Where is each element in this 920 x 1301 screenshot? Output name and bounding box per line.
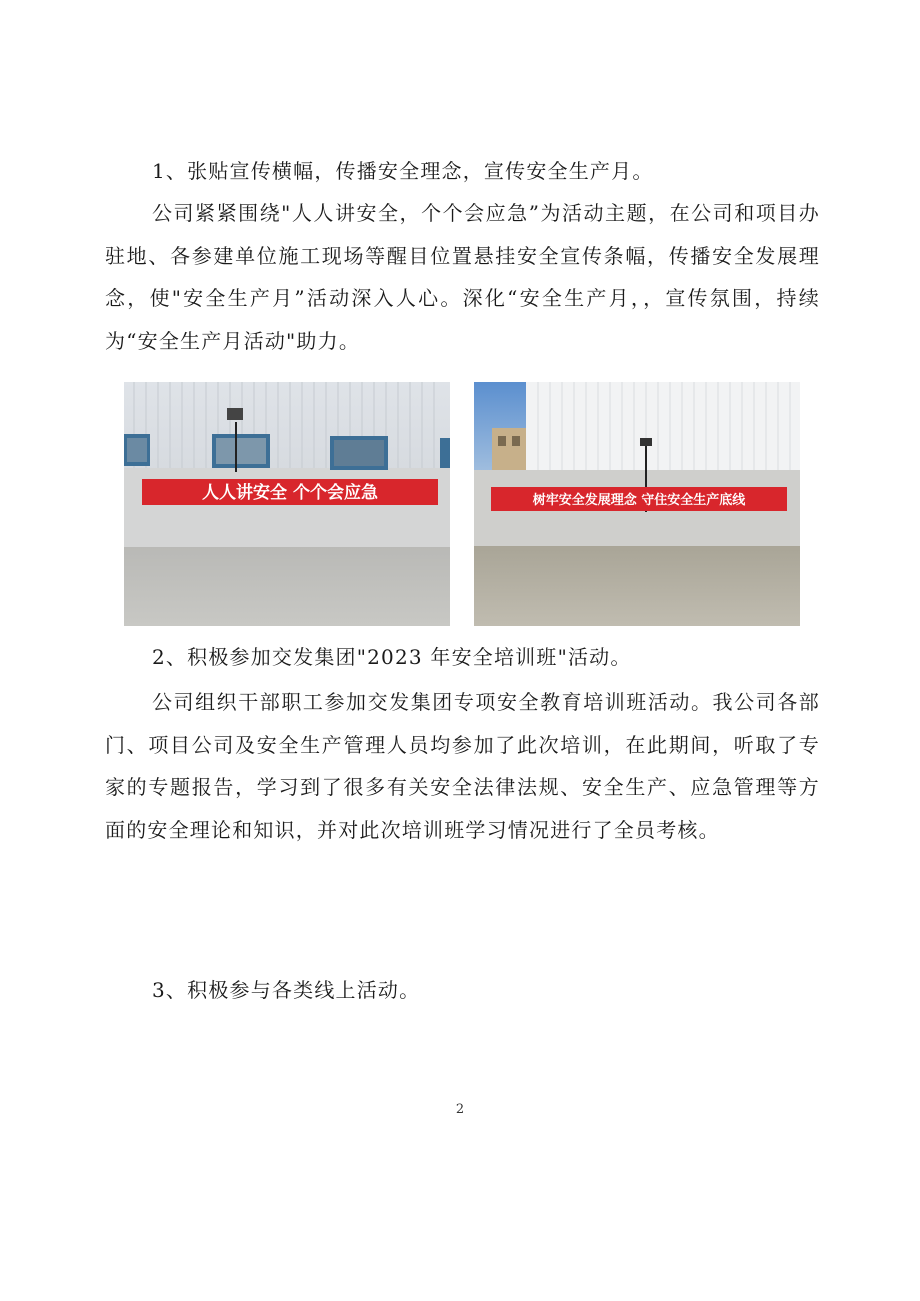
banner-photo-2 [474, 382, 800, 626]
banner-photo-1 [124, 382, 450, 626]
section1-heading: 1、张贴宣传横幅，传播安全理念，宣传安全生产月。 [152, 159, 654, 183]
section2-heading: 2、积极参加交发集团"2023 年安全培训班"活动。 [152, 645, 632, 669]
banner-1-text: 人人讲安全 个个会应急 [202, 483, 378, 503]
page-number: 2 [455, 1102, 465, 1117]
section3-heading: 3、积极参与各类线上活动。 [152, 978, 421, 1002]
section1-body: 公司紧紧围绕"人人讲安全，个个会应急”为活动主题，在公司和项目办驻地、各参建单位施工现场等醒目位置悬挂安全宣传条幅，传播安全发展理念，使"安全生产月”活动深入人心。深化“安全生产月，，宣传氛围，持续为“安全生产月活动"助力。 [105, 201, 820, 353]
banner-2-text: 树牢安全发展理念 守住安全生产底线 [532, 493, 746, 508]
section2-body: 公司组织干部职工参加交发集团专项安全教育培训班活动。我公司各部门、项目公司及安全生产管理人员均参加了此次培训，在此期间，听取了专家的专题报告，学习到了很多有关安全法律法规、安全生产、应急管理等方面的安全理论和知识，并对此次培训班学习情况进行了全员考核。 [105, 690, 820, 842]
